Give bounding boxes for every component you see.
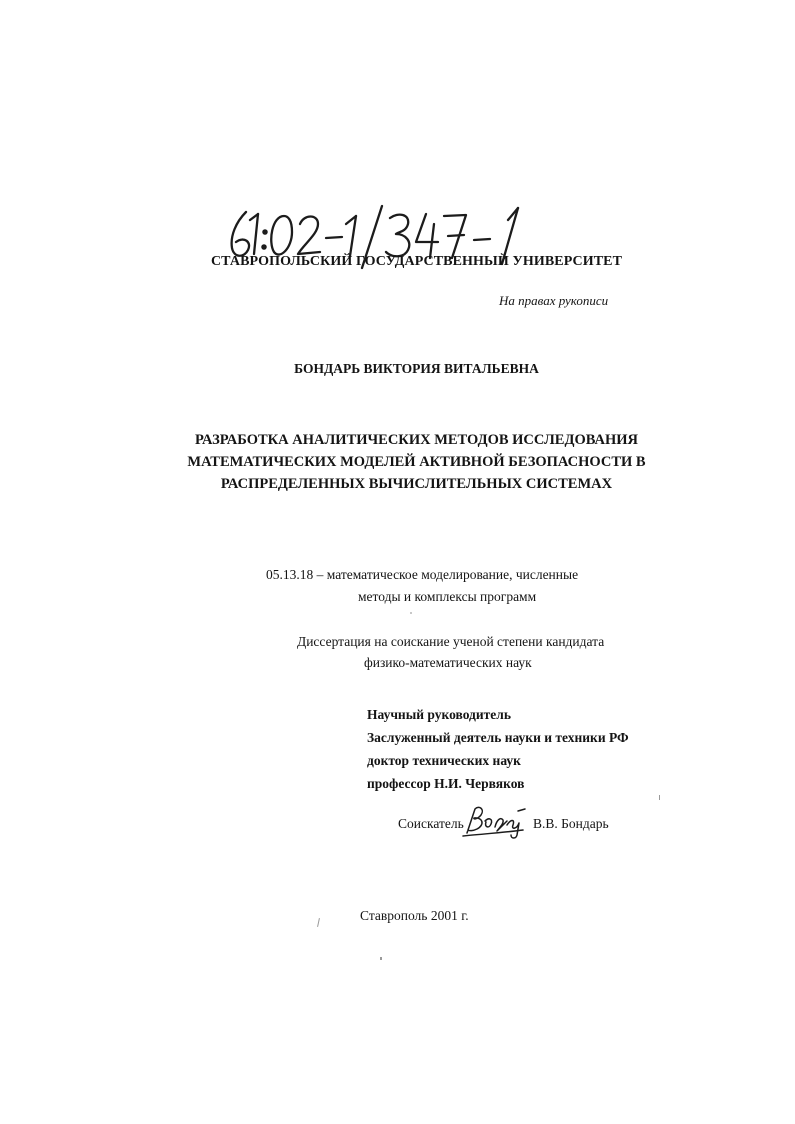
scan-speck xyxy=(317,918,320,927)
title-line: РАСПРЕДЕЛЕННЫХ ВЫЧИСЛИТЕЛЬНЫХ СИСТЕМАХ xyxy=(220,476,613,492)
signature-icon xyxy=(461,803,527,841)
city-and-year: Ставрополь 2001 г. xyxy=(360,908,469,923)
applicant-signature xyxy=(461,803,527,841)
dissertation-title xyxy=(0,429,795,495)
title-line: МАТЕМАТИЧЕСКИХ МОДЕЛЕЙ АКТИВНОЙ БЕЗОПАСНОСТИ В xyxy=(187,454,646,470)
specialty-line: 05.13.18 – математическое моделирование, численные xyxy=(266,567,579,582)
applicant-name: В.В. Бондарь xyxy=(533,816,609,831)
university-name: СТАВРОПОЛЬСКИЙ ГОСУДАРСТВЕННЫЙ УНИВЕРСИТЕТ xyxy=(210,254,623,269)
applicant-label: Соискатель xyxy=(398,816,464,831)
advisor-line: доктор технических наук xyxy=(367,753,521,768)
advisor-line: Научный руководитель xyxy=(367,707,511,722)
scan-speck xyxy=(380,957,382,960)
scientific-advisor xyxy=(367,703,629,795)
scan-speck xyxy=(410,612,412,614)
advisor-line: Заслуженный деятель науки и техники РФ xyxy=(367,730,629,745)
degree-line: Диссертация на соискание ученой степени кандидата xyxy=(297,634,605,649)
degree-line: физико-математических наук xyxy=(364,655,532,670)
title-line: РАЗРАБОТКА АНАЛИТИЧЕСКИХ МЕТОДОВ ИССЛЕДОВАНИЯ xyxy=(194,432,638,448)
specialty-line: методы и комплексы программ xyxy=(358,589,537,604)
author-name: БОНДАРЬ ВИКТОРИЯ ВИТАЛЬЕВНА xyxy=(294,361,539,376)
scan-speck xyxy=(659,795,660,800)
advisor-line: профессор Н.И. Червяков xyxy=(367,776,525,791)
manuscript-note: На правах рукописи xyxy=(499,293,609,308)
